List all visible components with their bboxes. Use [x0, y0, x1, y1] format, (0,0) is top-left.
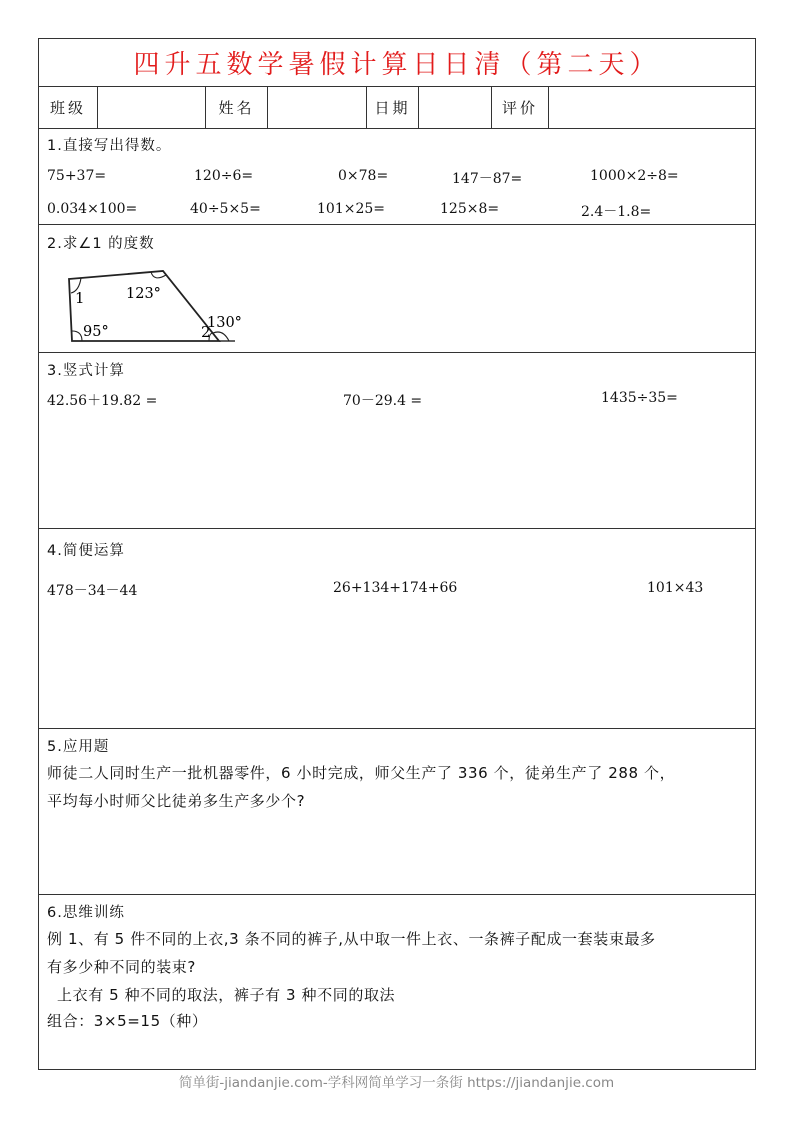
problem: 40÷5×5= — [190, 201, 261, 217]
problem: 75+37= — [47, 168, 107, 184]
section-direct-answers — [39, 128, 755, 225]
name-field[interactable] — [268, 86, 367, 128]
worksheet — [38, 38, 756, 1070]
problem: 125×8= — [440, 201, 500, 217]
section-title: 5.应用题 — [47, 739, 110, 755]
problem: 1435÷35= — [601, 390, 678, 406]
problem-text-line: 平均每小时师父比徒弟多生产多少个? — [47, 792, 306, 810]
solution-text-line: 上衣有 5 种不同的取法，裤子有 3 种不同的取法 — [57, 986, 396, 1004]
date-label: 日期 — [367, 86, 419, 128]
problem: 0×78= — [338, 168, 389, 184]
problem: 101×25= — [317, 201, 385, 217]
title-row — [39, 39, 755, 87]
section-title: 6.思维训练 — [47, 905, 125, 921]
section-word-problem — [39, 729, 755, 895]
section-vertical-calc — [39, 353, 755, 529]
section-title: 3.竖式计算 — [47, 363, 125, 379]
section-simplify — [39, 529, 755, 729]
solution-text-line: 组合：3×5=15（种） — [47, 1012, 208, 1030]
problem-text-line: 师徒二人同时生产一批机器零件，6 小时完成，师父生产了 336 个，徒弟生产了 288 个， — [47, 764, 676, 782]
angle1-label: 1 — [75, 289, 85, 307]
footer-watermark: 简单街-jiandanjie.com-学科网简单学习一条街 https://jiandanjie.com — [178, 1075, 615, 1091]
section-title: 1.直接写出得数。 — [47, 138, 172, 154]
info-row — [39, 86, 755, 129]
problem: 147－87= — [452, 171, 523, 187]
problem: 42.56＋19.82 = — [47, 393, 158, 409]
problem: 101×43 — [647, 580, 704, 596]
angle-95-label: 95° — [83, 324, 109, 340]
problem: 1000×2÷8= — [590, 168, 679, 184]
section-angle — [39, 225, 755, 353]
problem: 26+134+174+66 — [333, 580, 458, 596]
eval-label: 评价 — [492, 86, 549, 128]
problem: 0.034×100= — [47, 201, 138, 217]
problem: 478－34－44 — [47, 583, 138, 599]
example-text-line: 有多少种不同的装束? — [47, 958, 196, 976]
name-label: 姓名 — [206, 86, 268, 128]
angle-130-label: 130° — [207, 315, 242, 331]
example-text-line: 例 1、有 5 件不同的上衣,3 条不同的裤子,从中取一件上衣、一条裤子配成一套装束最多 — [47, 930, 656, 948]
class-label: 班级 — [39, 86, 98, 128]
section-title: 4.简便运算 — [47, 543, 125, 559]
angle-arc-bottom-left — [72, 331, 82, 341]
eval-field[interactable] — [549, 86, 757, 128]
problem: 120÷6= — [194, 168, 254, 184]
class-field[interactable] — [98, 86, 206, 128]
angle-123-label: 123° — [126, 286, 161, 302]
section-title: 2.求∠1 的度数 — [47, 236, 155, 252]
angle2-label: 2 — [201, 323, 211, 341]
problem: 70－29.4 = — [343, 393, 423, 409]
page-title: 四升五数学暑假计算日日清（第二天） — [133, 50, 661, 80]
date-field[interactable] — [419, 86, 492, 128]
problem: 2.4－1.8= — [581, 204, 652, 220]
quadrilateral-figure — [53, 263, 253, 345]
section-thinking-training — [39, 895, 755, 1071]
